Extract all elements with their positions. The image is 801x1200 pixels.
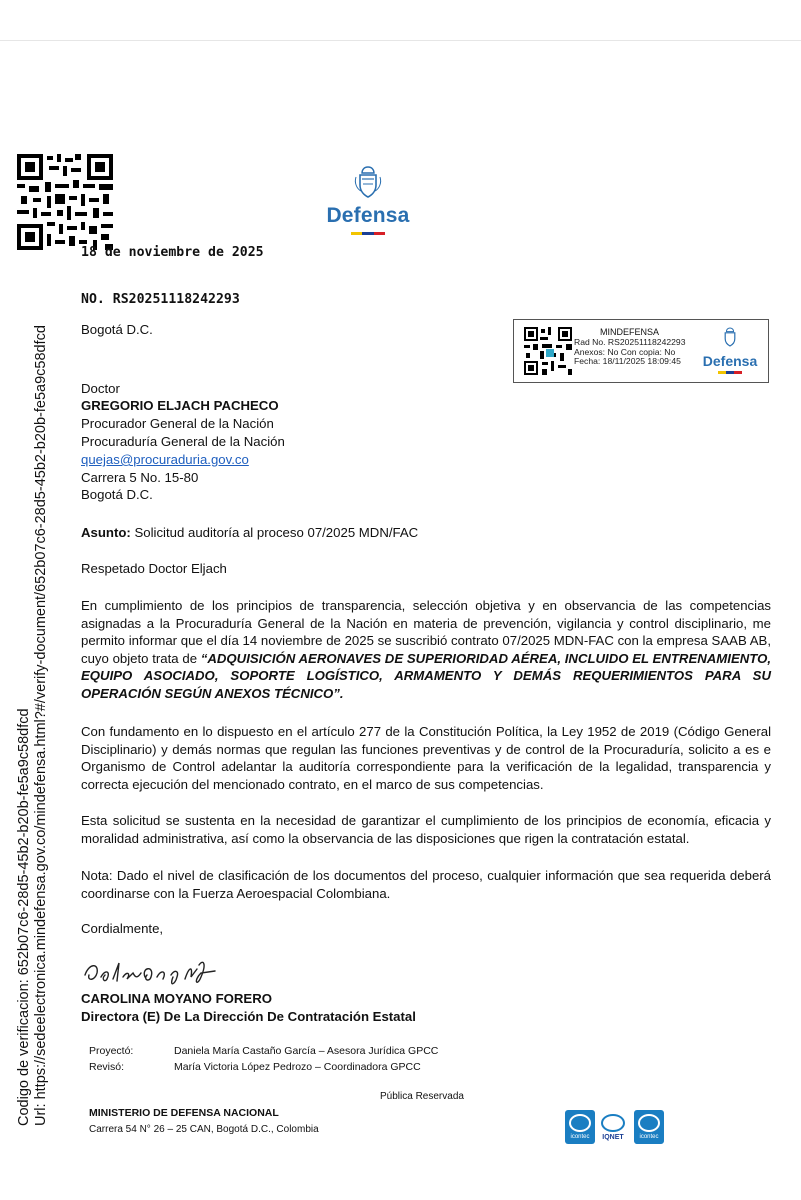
reviewed-value: María Victoria López Pedrozo – Coordinadora GPCC — [174, 1061, 421, 1073]
top-divider — [0, 40, 801, 41]
recipient-email-link[interactable]: quejas@procuraduria.gov.co — [81, 452, 249, 467]
icontec-logo-1 — [565, 1110, 595, 1144]
recipient-address: Carrera 5 No. 15-80 — [81, 470, 199, 485]
ministry-logo-text: Defensa — [326, 204, 410, 227]
stamp-title: MINDEFENSA — [600, 327, 660, 337]
iqnet-logo — [598, 1110, 628, 1144]
icontec-logo-2 — [634, 1110, 664, 1144]
body-paragraph-1-text: En cumplimiento de los principios de transparencia, selección objetiva y en observancia de las competencias asignadas a la Procuraduría General de la Nación en materia de prevención, vigilancia y control disciplinario, me permito informar que el día 14 noviembre de 2025 se suscribió contrato 07/2025 MDN-FAC con la empresa SAAB AB, cuyo objeto trata de — [81, 598, 771, 666]
stamp-fecha: Fecha: 18/11/2025 18:09:45 — [574, 356, 681, 367]
stamp-logo-text: Defensa — [702, 353, 758, 369]
recipient-name: GREGORIO ELJACH PACHECO — [81, 398, 279, 413]
body-paragraph-1 — [81, 597, 771, 702]
projected-label: Proyectó: — [89, 1045, 134, 1057]
filing-stamp — [513, 319, 769, 383]
signature-image — [81, 955, 221, 994]
body-paragraph-4: Nota: Dado el nivel de clasificación de los documentos del proceso, cualquier información que sea requerida deberá coordinarse con la Fuerza Aeroespacial Colombiana. — [81, 868, 771, 901]
iqnet-logo-label: IQNET — [602, 1133, 624, 1141]
icontec-logo-1-label: icontec — [570, 1134, 590, 1140]
verification-code-side-text: Codigo de verificacion: 652b07c6-28d5-45b2-b20b-fe5a9c58dfcd — [16, 708, 32, 1126]
contract-object: “ADQUISICIÓN AERONAVES DE SUPERIORIDAD AÉREA, INCLUIDO EL ENTRENAMIENTO, EQUIPO ASOCIADO, SOPORTE LOGÍSTICO, ARMAMENTO Y DEMÁS REQUERIMIENTOS PARA SU OPERACIÓN SEGÚN ANEXOS TÉCNICO”. — [81, 650, 772, 701]
icontec-logo-2-label: icontec — [639, 1134, 659, 1140]
recipient-city: Bogotá D.C. — [81, 487, 153, 502]
projected-value: Daniela María Castaño García – Asesora Jurídica GPCC — [174, 1045, 439, 1057]
ministry-logo — [322, 165, 414, 235]
subject-line — [81, 525, 418, 541]
body-paragraph-2: Con fundamento en lo dispuesto en el artículo 277 de la Constitución Política, la Ley 1952 de 2019 (Código General Disciplinario) y demás normas que regulan las funciones preventivas y de control de la Procuraduría, solicito a es e Organismo de Control adelantar la auditoría correspondiente para la verificación de la legalidad, transparencia y correcta ejecución del mencionado contrato, en el marco de sus competencias. — [81, 724, 771, 792]
coat-of-arms-icon — [353, 165, 383, 199]
footer-address: Carrera 54 N° 26 – 25 CAN, Bogotá D.C., Colombia — [89, 1124, 319, 1135]
reference-number: NO. RS20251118242293 — [81, 292, 240, 307]
closing: Cordialmente, — [81, 921, 164, 936]
signer-position: Directora (E) De La Dirección De Contratación Estatal — [81, 1009, 416, 1024]
greeting: Respetado Doctor Eljach — [81, 561, 227, 576]
qr-code-icon — [17, 154, 113, 250]
classification-label: Pública Reservada — [380, 1091, 464, 1102]
stamp-coat-of-arms-icon — [721, 326, 739, 348]
recipient-entity: Procuraduría General de la Nación — [81, 434, 285, 449]
subject-label: Asunto: — [81, 525, 131, 540]
reviewed-label: Revisó: — [89, 1061, 125, 1073]
stamp-anexos: Anexos: No Con copia: No — [574, 346, 676, 357]
footer-ministry: MINISTERIO DE DEFENSA NACIONAL — [89, 1107, 279, 1119]
subject-text: Solicitud auditoría al proceso 07/2025 MDN/FAC — [130, 525, 419, 540]
verification-url-side-text[interactable]: Url: https://sedeelectronica.mindefensa.gov.co/mindefensa.html?#/verify-document/652b07c6-28d5-45b2-b20b-fe5a9c58dfcd — [33, 325, 49, 1126]
flag-bar — [351, 232, 385, 235]
stamp-rad: Rad No. RS20251118242293 — [574, 337, 686, 347]
city-top: Bogotá D.C. — [81, 322, 153, 337]
signer-name: CAROLINA MOYANO FORERO — [81, 991, 272, 1006]
recipient-title: Doctor — [81, 381, 120, 396]
stamp-qr-code-icon — [524, 327, 572, 375]
stamp-logo — [700, 326, 760, 374]
body-paragraph-3: Esta solicitud se sustenta en la necesidad de garantizar el cumplimiento de los principios de economía, eficacia y moralidad administrativa, así como la observancia de las disposiciones que rigen la contratación estatal. — [81, 813, 771, 846]
letter-date: 18 de noviembre de 2025 — [81, 245, 264, 260]
recipient-position: Procurador General de la Nación — [81, 416, 274, 431]
